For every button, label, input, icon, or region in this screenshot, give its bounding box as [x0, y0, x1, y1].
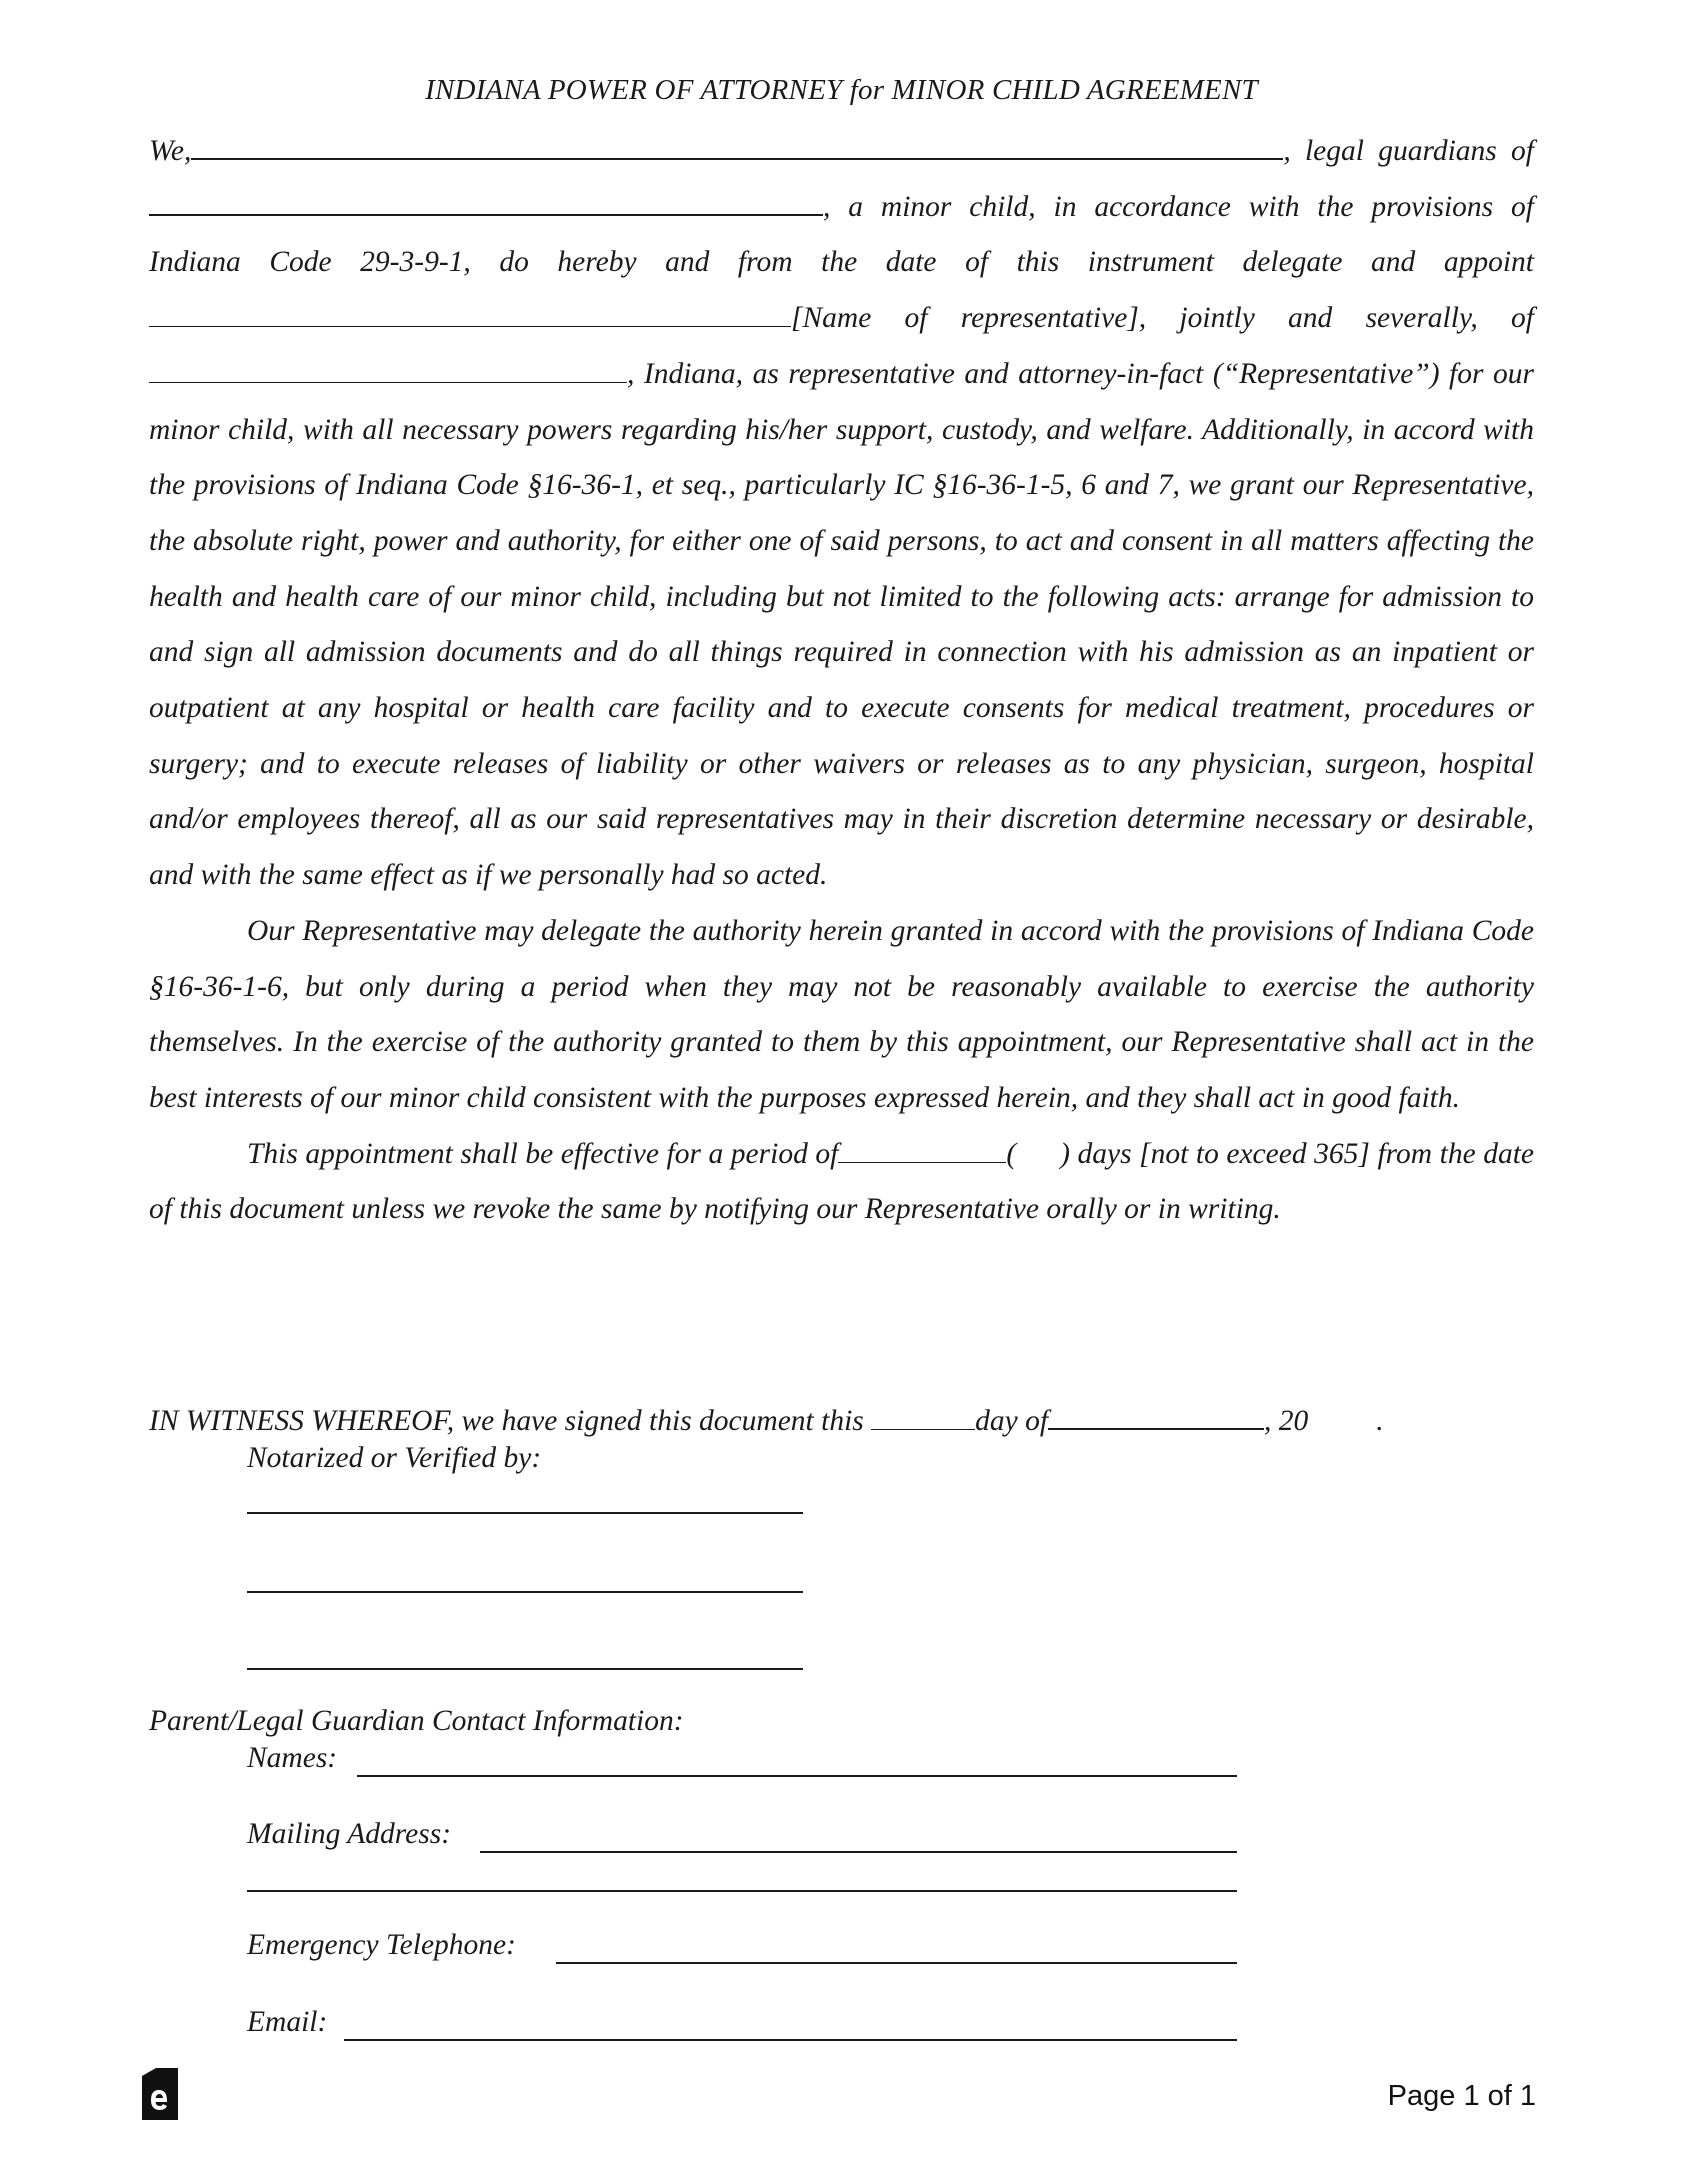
revoke-text: the date of this document unless we revoke the same by notifying our Representative orally or in writing.	[149, 1137, 1535, 1226]
eforms-logo-icon	[142, 2068, 178, 2120]
minor-child-name-blank[interactable]	[149, 190, 823, 216]
paren-open: (	[1006, 1137, 1017, 1170]
names-field-line[interactable]	[357, 1775, 1237, 1777]
witness-line	[149, 1404, 1384, 1438]
email-field-line[interactable]	[344, 2039, 1237, 2041]
paragraph-appointment	[149, 124, 1534, 904]
document-body	[149, 124, 1534, 1238]
notary-signature-line-1[interactable]	[247, 1512, 803, 1514]
mailing-address-line-1[interactable]	[480, 1851, 1237, 1853]
representative-name-blank[interactable]	[149, 302, 791, 327]
witness-month-blank[interactable]	[1048, 1404, 1264, 1430]
name-of-representative-text: [Name of representative], jointly and severally, of	[791, 302, 1534, 335]
from-text: from	[1377, 1137, 1433, 1170]
document-title: INDIANA POWER OF ATTORNEY for MINOR CHILD AGREEMENT	[425, 74, 1258, 106]
paragraph-period	[149, 1127, 1534, 1238]
notary-signature-line-2[interactable]	[247, 1591, 803, 1593]
indiana-representative-text: , Indiana, as representative and attorney-in-fact (“Representative”) for our minor child, with all necessary powers regarding his/her support, custody, and welfare. Additionally, in accord with the provisions of Indiana Code §16-36-1, et seq., particularly IC §16-36-1-5, 6 and 7, we grant our Representative, the absolute right, power and authority, for either one of said persons, to act and consent in all matters affecting the health and health care of our minor child, including but not limited to the following acts: arrange for admission to and sign all admission documents and do all things required in connection with his admission as an inpatient or outpatient at any hospital or health care facility and to execute consents for medical treatment, procedures or surgery; and to execute releases of liability or other waivers or releases as to any physician, surgeon, hospital and/or employees thereof, all as our said representatives may in their discretion determine necessary or desirable, and with the same effect as if we personally had so acted.	[149, 357, 1534, 892]
notarized-label: Notarized or Verified by:	[247, 1442, 542, 1474]
guardian-names-blank[interactable]	[191, 134, 1283, 160]
year-prefix-text: , 20	[1264, 1405, 1309, 1437]
emergency-telephone-label: Emergency Telephone:	[247, 1929, 516, 1961]
notary-signature-line-3[interactable]	[247, 1668, 803, 1670]
contact-heading: Parent/Legal Guardian Contact Information:	[149, 1705, 684, 1737]
period-text: This appointment shall be effective for a period of	[247, 1137, 839, 1170]
page-number: Page 1 of 1	[1387, 2080, 1536, 2112]
email-label: Email:	[247, 2006, 328, 2038]
we-label: We,	[149, 135, 192, 167]
names-label: Names:	[247, 1742, 338, 1774]
witness-period: .	[1376, 1405, 1384, 1437]
mailing-address-line-2[interactable]	[247, 1890, 1237, 1892]
paragraph-delegation: Our Representative may delegate the authority herein granted in accord with the provisions of Indiana Code §16-36-1-6, but only during a period when they may not be reasonably available to exercise the authority themselves. In the exercise of the authority granted to them by this appointment, our Representative shall act in the best interests of our minor child consistent with the purposes expressed herein, and they shall act in good faith.	[149, 914, 1534, 1114]
mailing-address-label: Mailing Address:	[247, 1818, 452, 1850]
witness-day-blank[interactable]	[871, 1405, 975, 1430]
days-limit-text: ) days [not to exceed 365]	[1060, 1137, 1370, 1170]
emergency-telephone-line[interactable]	[556, 1962, 1237, 1964]
day-of-text: day of	[975, 1405, 1049, 1437]
minor-child-text: , a minor child, in accordance with the provisions of Indiana Code 29-3-9-1, do hereby and from the date of this instrument delegate and appoint	[149, 190, 1534, 279]
representative-city-blank[interactable]	[149, 358, 627, 383]
period-words-blank[interactable]	[838, 1138, 1006, 1163]
witness-text: IN WITNESS WHEREOF, we have signed this document this	[149, 1405, 864, 1437]
legal-guardians-text: , legal guardians of	[1283, 135, 1534, 167]
